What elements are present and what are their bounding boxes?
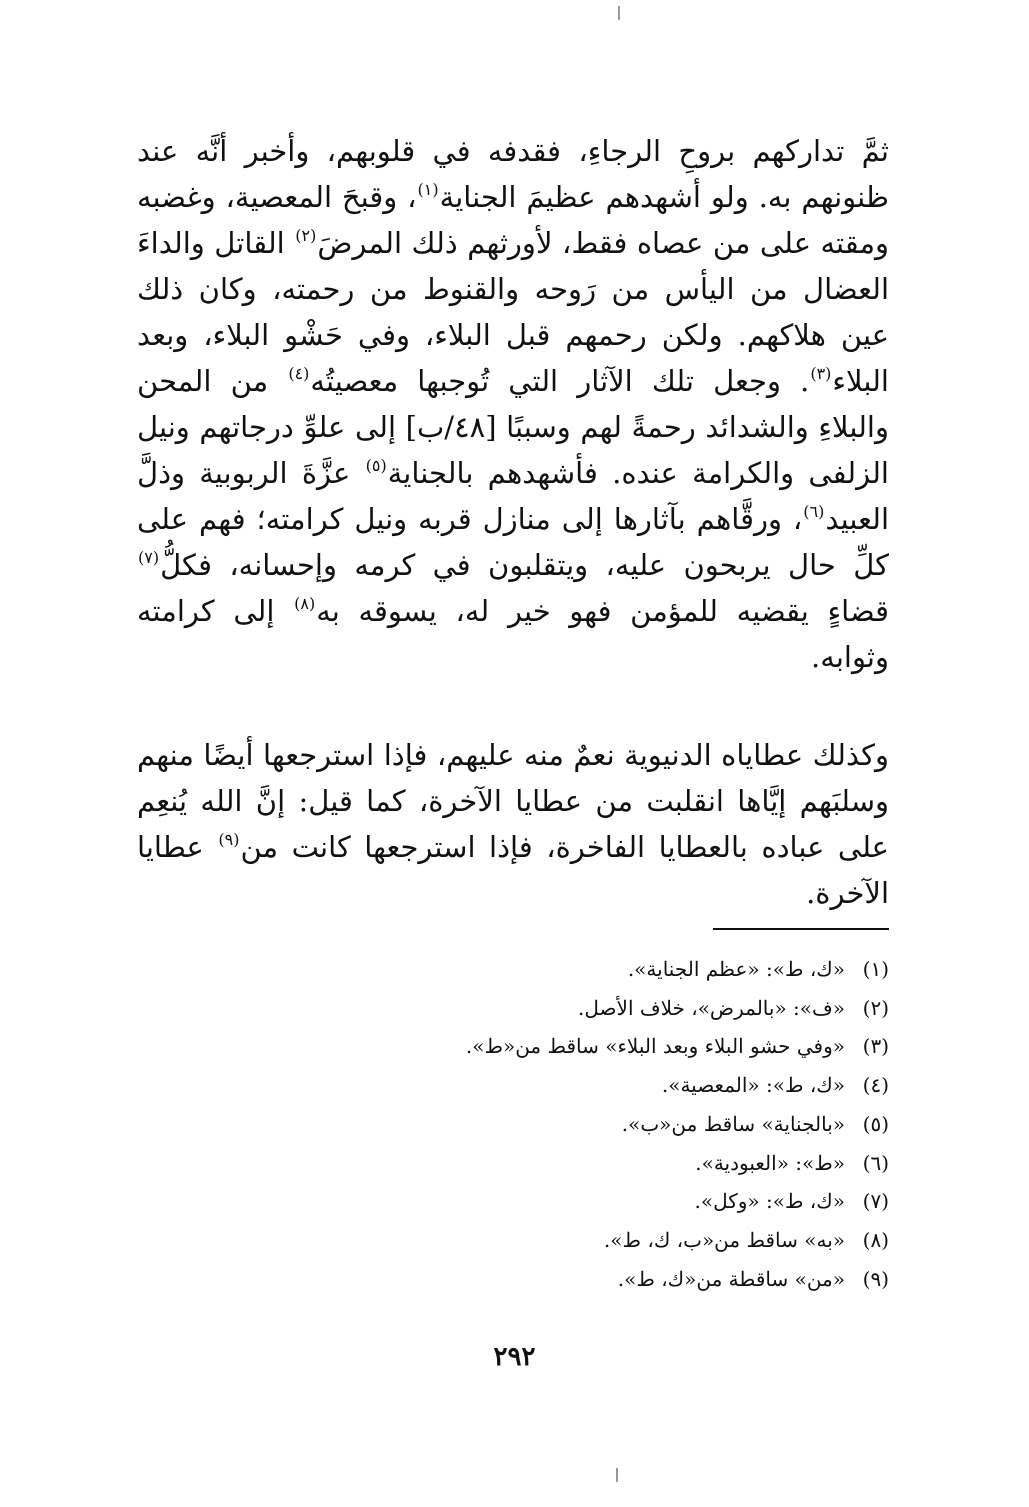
main-body-text	[137, 128, 889, 916]
footnote-text: «ف»: «بالمرض»، خلاف الأصل.	[578, 995, 845, 1020]
footnote-text: «بالجناية» ساقط من«ب».	[621, 1111, 845, 1136]
footnote-number: (٣)	[862, 1034, 889, 1059]
text-segment: ، ورقَّاهم بآثارها إلى منازل قربه ونيل كرامته؛ فهم على كلِّ حال يربحون عليه، ويتقلبون في كرمه وإحسانه، فكلُّ	[137, 502, 889, 582]
text-segment: القاتل والداءَ العضال من اليأس من رَوحه والقنوط من رحمته، وكان ذلك عين هلاكهم. ولكن رحمهم قبل البلاء، وفي حَشْو البلاء، وبعد البلاء	[137, 226, 889, 398]
footnote-text: «ط»: «العبودية».	[695, 1150, 845, 1175]
paragraph	[137, 732, 889, 916]
footnote-reference[interactable]: (٣)	[810, 364, 832, 383]
footnote-reference[interactable]: (٤)	[288, 364, 310, 383]
footnote-number: (٨)	[862, 1227, 889, 1252]
text-segment: وكذلك عطاياه الدنيوية نعمٌ منه عليهم، فإذا استرجعها أيضًا منهم وسلبَهم إيَّاها انقلبت من عطايا الآخرة، كما قيل: إنَّ الله يُنعِم على عباده بالعطايا الفاخرة، فإذا استرجعها كانت من	[137, 738, 889, 864]
page-number: ٢٩٢	[493, 1342, 536, 1372]
footnote-number: (٢)	[862, 995, 889, 1020]
footnote-number: (٩)	[862, 1266, 889, 1291]
footnote-reference[interactable]: (١)	[417, 180, 439, 199]
footnote-reference[interactable]: (٧)	[138, 548, 160, 567]
text-segment: قضاءٍ يقضيه للمؤمن فهو خير له، يسوقه به	[316, 594, 889, 628]
footnote-text: «ك، ط»: «وكل».	[694, 1189, 845, 1214]
footnote-text: «من» ساقطة من«ك، ط».	[617, 1266, 845, 1291]
footnote-item	[137, 1027, 889, 1066]
footnote-number: (٤)	[862, 1073, 889, 1098]
footnote-item	[137, 1066, 889, 1105]
footnote-number: (١)	[862, 957, 889, 981]
text-segment: ثمَّ تداركهم بروحِ الرجاءِ، فقدفه في قلوبهم، وأخبر أنَّه عند ظنونهم به. ولو أشهدهم عظيمَ الجناية	[137, 134, 889, 214]
footnotes-list	[137, 950, 889, 1298]
footnote-text: «ك، ط»: «المعصية».	[661, 1073, 845, 1098]
scan-margin-mark	[618, 6, 620, 20]
text-segment: عزَّةَ الربوبية وذلَّ العبيد	[137, 456, 889, 536]
footnote-text: «وفي حشو البلاء وبعد البلاء» ساقط من«ط».	[465, 1034, 845, 1059]
footnote-item	[137, 1182, 889, 1221]
footnote-number: (٧)	[862, 1189, 889, 1214]
scan-margin-mark	[616, 1468, 618, 1482]
footnote-reference[interactable]: (٨)	[294, 594, 316, 613]
footnote-text: «ك، ط»: «عظم الجناية».	[627, 957, 845, 981]
footnote-reference[interactable]: (٦)	[803, 502, 825, 521]
footnote-item	[137, 1144, 889, 1183]
footnote-number: (٥)	[862, 1111, 889, 1136]
text-segment: ، وقبحَ المعصية، وغضبه ومقته على من عصاه فقط، لأورثهم ذلك المرضَ	[137, 180, 889, 260]
footnote-reference[interactable]: (٢)	[295, 226, 317, 245]
footnote-item	[137, 950, 889, 989]
footnote-item	[137, 1221, 889, 1260]
text-segment: من المحن والبلاءِ والشدائد رحمةً لهم وسببًا [٤٨/ب] إلى علوِّ درجاتهم ونيل الزلفى والكرامة عنده. فأشهدهم بالجناية	[137, 364, 889, 490]
footnote-text: «به» ساقط من«ب، ك، ط».	[603, 1227, 845, 1252]
footnote-item	[137, 989, 889, 1028]
paragraph	[137, 128, 889, 680]
footnote-item	[137, 1260, 889, 1299]
footnote-reference[interactable]: (٩)	[218, 830, 240, 849]
text-segment: إلى كرامته وثوابه.	[137, 594, 889, 674]
footnote-separator	[713, 928, 889, 930]
text-segment: عطايا الآخرة.	[137, 830, 889, 910]
footnote-number: (٦)	[862, 1150, 889, 1175]
footnote-reference[interactable]: (٥)	[365, 456, 387, 475]
text-segment: . وجعل تلك الآثار التي تُوجبها معصيتُه	[310, 364, 810, 398]
footnote-item	[137, 1105, 889, 1144]
